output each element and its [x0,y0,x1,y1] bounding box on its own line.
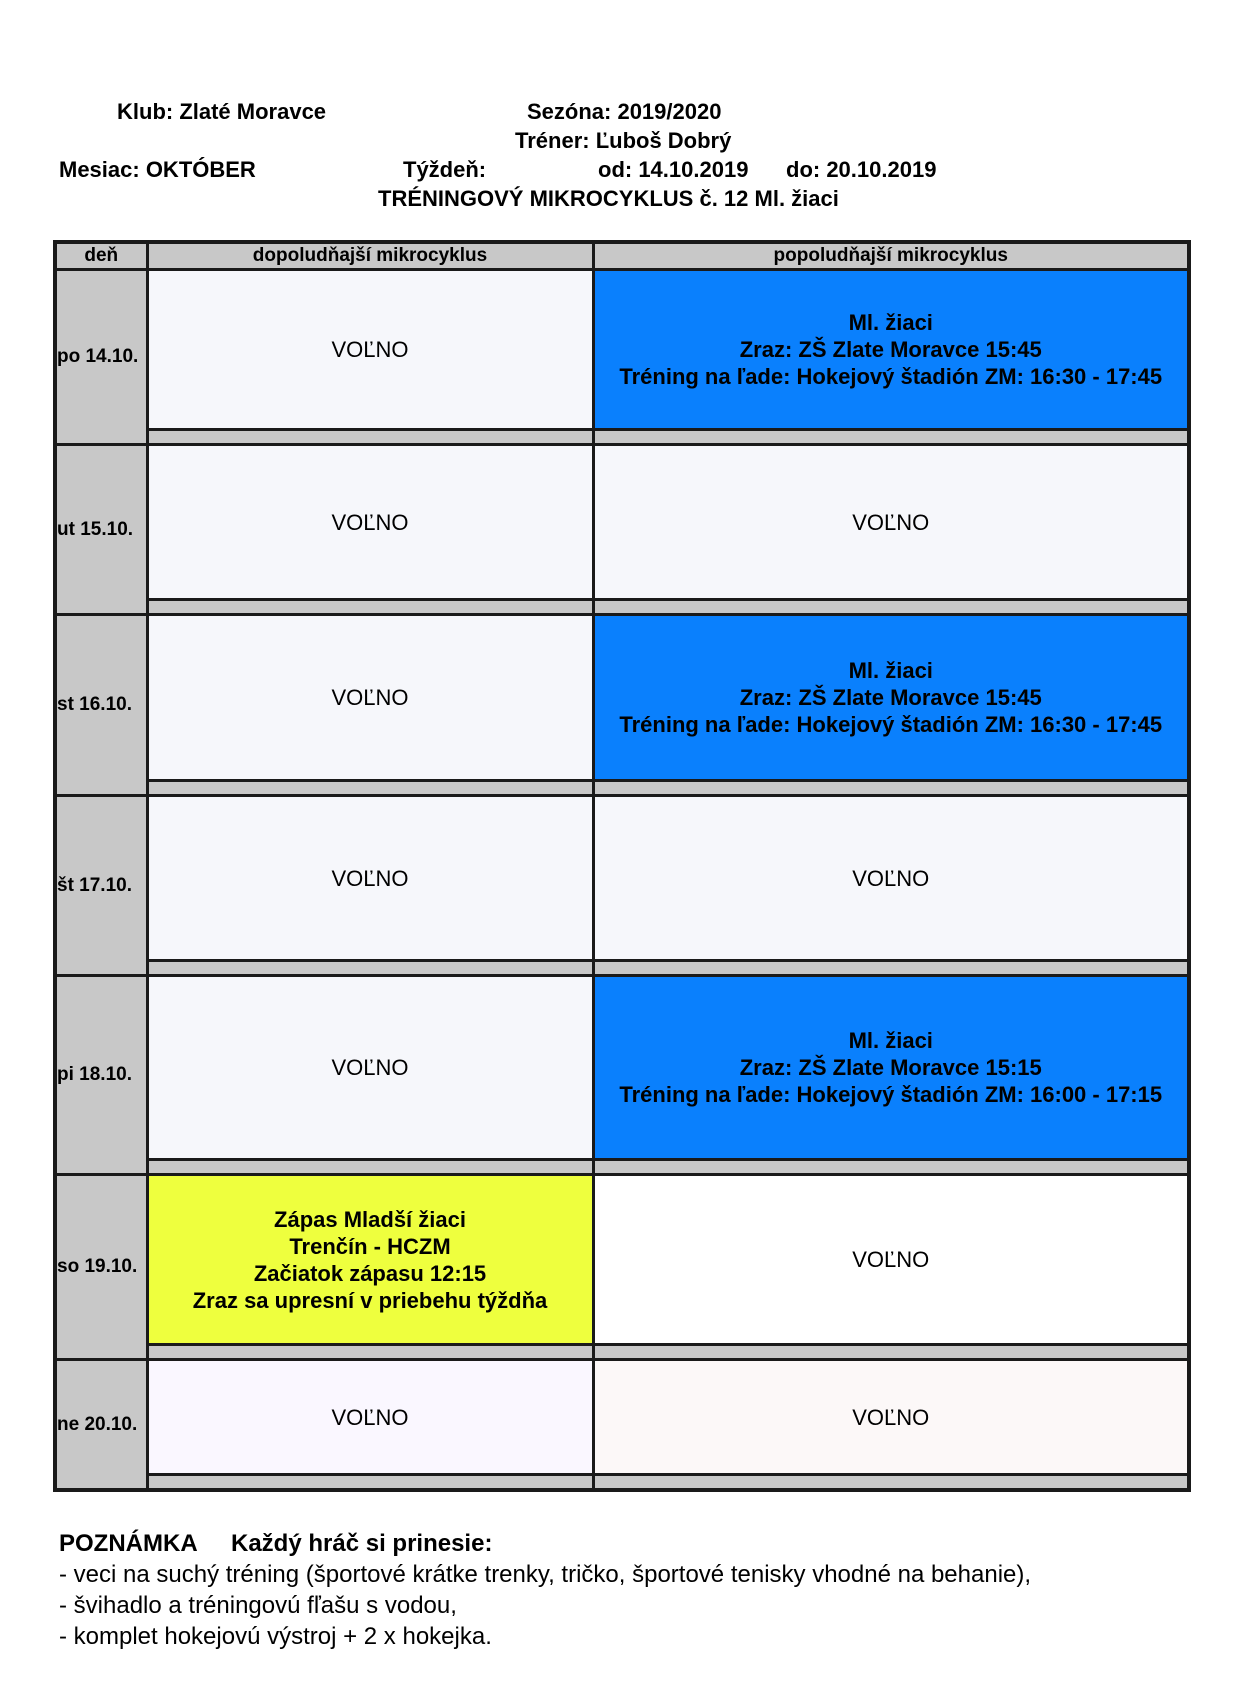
cell-text: Ml. žiaci [848,1028,933,1053]
day-cell: st 16.10. [55,615,147,796]
morning-cell [147,1360,593,1491]
cell-text: VOĽNO [331,865,409,891]
morning-cell [147,976,593,1175]
week-label: Týždeň: [403,157,487,182]
cell-text: VOĽNO [331,1055,409,1080]
cell-text: Začiatok zápasu 12:15 [253,1260,487,1286]
cell-text: VOĽNO [852,509,930,535]
afternoon-cell [593,270,1189,445]
col-header-day: deň [55,242,147,270]
week-to: do: 20.10.2019 [786,157,937,182]
cell-text: Zraz: ZŠ Zlate Moravce 15:15 [739,1055,1042,1080]
cell-text: VOĽNO [852,865,930,891]
cell-text: Tréning na ľade: Hokejový štadión ZM: 16:30 - 17:45 [619,364,1163,389]
week-from: od: 14.10.2019 [598,157,749,182]
day-cell: ne 20.10. [55,1360,147,1491]
col-header-afternoon: popoludňajší mikrocyklus [593,242,1189,270]
cell-text: VOĽNO [331,685,409,710]
morning-cell [147,615,593,796]
note-item: - švihadlo a tréningovú fľašu s vodou, [59,1592,457,1619]
header-row [55,242,1189,270]
col-header-morning: dopoludňajší mikrocyklus [147,242,593,270]
cell-text: VOĽNO [852,1404,930,1430]
note-item: - komplet hokejovú výstroj + 2 x hokejka. [59,1623,492,1650]
table-row [55,976,1189,1175]
cell-text: VOĽNO [852,1247,930,1272]
morning-cell [147,1175,593,1360]
cell-text: Zápas Mladší žiaci [274,1206,466,1232]
cell-text: VOĽNO [331,337,409,362]
table-row [55,615,1189,796]
day-cell: št 17.10. [55,796,147,976]
schedule-table [53,240,1191,1492]
cell-text: Zraz: ZŠ Zlate Moravce 15:45 [739,685,1042,710]
cell-text: VOĽNO [331,1404,409,1430]
morning-cell [147,796,593,976]
morning-cell [147,270,593,445]
note-label: POZNÁMKA [59,1530,198,1557]
note-heading-line [59,1530,492,1558]
table-row [55,796,1189,976]
cell-text: Tréning na ľade: Hokejový štadión ZM: 16:00 - 17:15 [619,1082,1163,1107]
day-cell: po 14.10. [55,270,147,445]
day-cell: ut 15.10. [55,445,147,615]
table-row [55,1360,1189,1491]
note-heading: Každý hráč si prinesie: [231,1530,493,1557]
month-label: Mesiac: OKTÓBER [59,157,256,182]
note-item: - veci na suchý tréning (športové krátke trenky, tričko, športové tenisky vhodné na behanie), [59,1561,1032,1588]
cell-text: Trenčín - HCZM [289,1233,451,1259]
cell-text: VOĽNO [331,509,409,535]
cell-text: Zraz: ZŠ Zlate Moravce 15:45 [739,337,1042,362]
cell-text: Tréning na ľade: Hokejový štadión ZM: 16:30 - 17:45 [619,712,1163,737]
morning-cell [147,445,593,615]
day-cell: so 19.10. [55,1175,147,1360]
cell-text: Ml. žiaci [848,310,933,335]
cell-text: Zraz sa upresní v priebehu týždňa [192,1287,548,1313]
afternoon-cell [593,1175,1189,1360]
cell-text: Ml. žiaci [848,658,933,683]
table-row [55,445,1189,615]
afternoon-cell [593,615,1189,796]
afternoon-cell [593,445,1189,615]
afternoon-cell [593,976,1189,1175]
club-label: Klub: Zlaté Moravce [117,99,327,124]
table-row [55,1175,1189,1360]
coach-label: Tréner: Ľuboš Dobrý [515,128,732,153]
day-cell: pi 18.10. [55,976,147,1175]
afternoon-cell [593,1360,1189,1491]
afternoon-cell [593,796,1189,976]
season-label: Sezóna: 2019/2020 [527,99,722,124]
page-title: TRÉNINGOVÝ MIKROCYKLUS č. 12 Ml. žiaci [378,186,839,211]
table-row [55,270,1189,445]
